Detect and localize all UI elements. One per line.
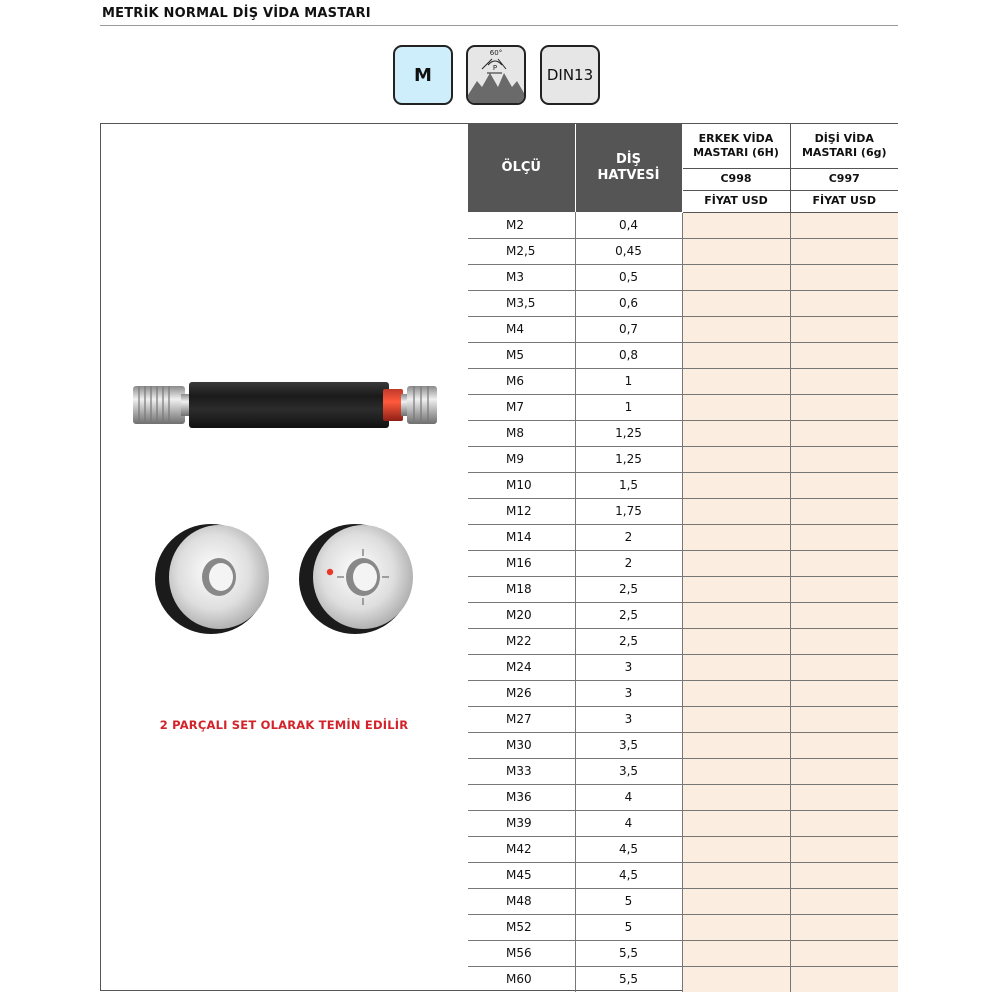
- size-cell: M5: [468, 342, 575, 368]
- thread-type-badge: [393, 45, 453, 105]
- female-price-cell: [790, 498, 898, 524]
- table-row: [468, 810, 898, 836]
- female-price-cell: [790, 862, 898, 888]
- pitch-cell: 3: [575, 680, 682, 706]
- male-price-cell: [682, 576, 790, 602]
- male-price-cell: [682, 862, 790, 888]
- male-price-cell: [682, 472, 790, 498]
- go-thread-end: [133, 386, 185, 424]
- table-row: [468, 602, 898, 628]
- size-cell: M56: [468, 940, 575, 966]
- pitch-cell: 1,25: [575, 420, 682, 446]
- size-cell: M45: [468, 862, 575, 888]
- size-cell: M36: [468, 784, 575, 810]
- size-cell: M24: [468, 654, 575, 680]
- pitch-cell: 0,6: [575, 290, 682, 316]
- size-cell: M26: [468, 680, 575, 706]
- male-price-label: FİYAT USD: [682, 190, 790, 212]
- female-price-cell: [790, 628, 898, 654]
- male-price-cell: [682, 342, 790, 368]
- size-cell: M22: [468, 628, 575, 654]
- male-price-cell: [682, 966, 790, 992]
- table-row: [468, 628, 898, 654]
- table-row: [468, 940, 898, 966]
- table-row: [468, 472, 898, 498]
- female-price-cell: [790, 420, 898, 446]
- female-price-cell: [790, 758, 898, 784]
- product-illustration: [101, 124, 467, 724]
- male-price-cell: [682, 316, 790, 342]
- thread-profile-icon: [466, 45, 526, 105]
- pitch-cell: 2,5: [575, 628, 682, 654]
- male-price-cell: [682, 602, 790, 628]
- male-price-cell: [682, 420, 790, 446]
- male-price-cell: [682, 836, 790, 862]
- male-code: C998: [682, 168, 790, 190]
- table-row: [468, 446, 898, 472]
- female-price-cell: [790, 264, 898, 290]
- table-row: [468, 784, 898, 810]
- male-price-cell: [682, 498, 790, 524]
- ring-gauge-go: [155, 524, 269, 634]
- male-price-cell: [682, 524, 790, 550]
- size-cell: M6: [468, 368, 575, 394]
- pitch-cell: 4: [575, 810, 682, 836]
- size-cell: M3,5: [468, 290, 575, 316]
- female-price-cell: [790, 602, 898, 628]
- size-cell: M14: [468, 524, 575, 550]
- gauge-table: [468, 124, 898, 992]
- female-price-cell: [790, 810, 898, 836]
- male-price-cell: [682, 238, 790, 264]
- no-go-thread-end: [407, 386, 437, 424]
- male-price-cell: [682, 680, 790, 706]
- pitch-cell: 2,5: [575, 576, 682, 602]
- male-price-cell: [682, 888, 790, 914]
- male-price-cell: [682, 446, 790, 472]
- standard-badge: [540, 45, 600, 105]
- pitch-cell: 0,8: [575, 342, 682, 368]
- thread-type-label: M: [414, 64, 432, 86]
- size-cell: M27: [468, 706, 575, 732]
- pitch-cell: 4: [575, 784, 682, 810]
- female-price-cell: [790, 342, 898, 368]
- pitch-cell: 4,5: [575, 862, 682, 888]
- table-row: [468, 394, 898, 420]
- table-row: [468, 550, 898, 576]
- table-row: [468, 212, 898, 238]
- plug-gauge-image: [133, 382, 437, 428]
- table-row: [468, 316, 898, 342]
- size-cell: M8: [468, 420, 575, 446]
- male-price-cell: [682, 394, 790, 420]
- table-row: [468, 914, 898, 940]
- female-price-cell: [790, 368, 898, 394]
- page-title: METRİK NORMAL DİŞ VİDA MASTARI: [102, 6, 371, 21]
- male-price-cell: [682, 290, 790, 316]
- female-price-cell: [790, 290, 898, 316]
- size-cell: M7: [468, 394, 575, 420]
- pitch-cell: 5,5: [575, 966, 682, 992]
- pitch-cell: 2: [575, 524, 682, 550]
- female-price-cell: [790, 784, 898, 810]
- pitch-cell: 0,4: [575, 212, 682, 238]
- size-cell: M60: [468, 966, 575, 992]
- table-row: [468, 862, 898, 888]
- female-price-cell: [790, 706, 898, 732]
- table-row: [468, 342, 898, 368]
- table-row: [468, 264, 898, 290]
- male-price-cell: [682, 810, 790, 836]
- female-price-cell: [790, 914, 898, 940]
- male-price-cell: [682, 940, 790, 966]
- table-row: [468, 654, 898, 680]
- pitch-cell: 5: [575, 914, 682, 940]
- female-price-cell: [790, 888, 898, 914]
- pitch-cell: 0,7: [575, 316, 682, 342]
- col-header-male: ERKEK VİDA MASTARI (6H): [682, 124, 790, 168]
- pitch-cell: 5: [575, 888, 682, 914]
- female-price-cell: [790, 394, 898, 420]
- table-row: [468, 420, 898, 446]
- standard-label: DIN13: [546, 66, 594, 84]
- pitch-cell: 3,5: [575, 758, 682, 784]
- table-row: [468, 706, 898, 732]
- female-price-label: FİYAT USD: [790, 190, 898, 212]
- table-row: [468, 758, 898, 784]
- female-price-cell: [790, 836, 898, 862]
- col-header-female: DİŞİ VİDA MASTARI (6g): [790, 124, 898, 168]
- product-image-panel: [101, 124, 467, 990]
- male-price-cell: [682, 654, 790, 680]
- female-price-cell: [790, 654, 898, 680]
- pitch-cell: 2,5: [575, 602, 682, 628]
- table-row: [468, 238, 898, 264]
- table-row: [468, 966, 898, 992]
- size-cell: M20: [468, 602, 575, 628]
- male-price-cell: [682, 212, 790, 238]
- size-cell: M48: [468, 888, 575, 914]
- size-cell: M2: [468, 212, 575, 238]
- female-price-cell: [790, 316, 898, 342]
- size-cell: M9: [468, 446, 575, 472]
- male-price-cell: [682, 758, 790, 784]
- size-cell: M4: [468, 316, 575, 342]
- thread-angle-label: 60°: [489, 49, 503, 57]
- female-price-cell: [790, 212, 898, 238]
- table-row: [468, 498, 898, 524]
- table-row: [468, 290, 898, 316]
- male-price-cell: [682, 368, 790, 394]
- ring-gauge-nogo: [299, 524, 413, 634]
- pitch-cell: 2: [575, 550, 682, 576]
- female-price-cell: [790, 576, 898, 602]
- size-cell: M2,5: [468, 238, 575, 264]
- size-cell: M3: [468, 264, 575, 290]
- table-row: [468, 368, 898, 394]
- female-price-cell: [790, 472, 898, 498]
- table-row: [468, 680, 898, 706]
- female-price-cell: [790, 732, 898, 758]
- table-row: [468, 576, 898, 602]
- pitch-cell: 1: [575, 394, 682, 420]
- male-price-cell: [682, 914, 790, 940]
- pitch-cell: 4,5: [575, 836, 682, 862]
- male-price-cell: [682, 732, 790, 758]
- male-price-cell: [682, 706, 790, 732]
- female-price-cell: [790, 550, 898, 576]
- set-note: 2 PARÇALI SET OLARAK TEMİN EDİLİR: [159, 718, 409, 732]
- male-price-cell: [682, 550, 790, 576]
- pitch-cell: 0,5: [575, 264, 682, 290]
- size-cell: M18: [468, 576, 575, 602]
- size-cell: M33: [468, 758, 575, 784]
- female-price-cell: [790, 524, 898, 550]
- pitch-cell: 1,25: [575, 446, 682, 472]
- pitch-cell: 0,45: [575, 238, 682, 264]
- size-cell: M12: [468, 498, 575, 524]
- size-cell: M39: [468, 810, 575, 836]
- pitch-cell: 3,5: [575, 732, 682, 758]
- male-price-cell: [682, 784, 790, 810]
- size-cell: M10: [468, 472, 575, 498]
- col-header-size: ÖLÇÜ: [468, 124, 575, 212]
- female-price-cell: [790, 966, 898, 992]
- female-price-cell: [790, 446, 898, 472]
- female-price-cell: [790, 940, 898, 966]
- female-price-cell: [790, 680, 898, 706]
- col-header-pitch: DİŞ HATVESİ: [575, 124, 682, 212]
- pitch-cell: 5,5: [575, 940, 682, 966]
- size-cell: M42: [468, 836, 575, 862]
- pitch-cell: 1: [575, 368, 682, 394]
- table-row: [468, 836, 898, 862]
- female-code: C997: [790, 168, 898, 190]
- pitch-cell: 1,75: [575, 498, 682, 524]
- table-row: [468, 524, 898, 550]
- male-price-cell: [682, 264, 790, 290]
- table-row: [468, 732, 898, 758]
- pitch-cell: 3: [575, 706, 682, 732]
- size-cell: M30: [468, 732, 575, 758]
- pitch-cell: 1,5: [575, 472, 682, 498]
- size-cell: M16: [468, 550, 575, 576]
- product-frame: [100, 123, 898, 991]
- table-row: [468, 888, 898, 914]
- size-cell: M52: [468, 914, 575, 940]
- male-price-cell: [682, 628, 790, 654]
- pitch-cell: 3: [575, 654, 682, 680]
- thread-pitch-label: P: [492, 64, 498, 72]
- female-price-cell: [790, 238, 898, 264]
- title-divider: [100, 25, 898, 26]
